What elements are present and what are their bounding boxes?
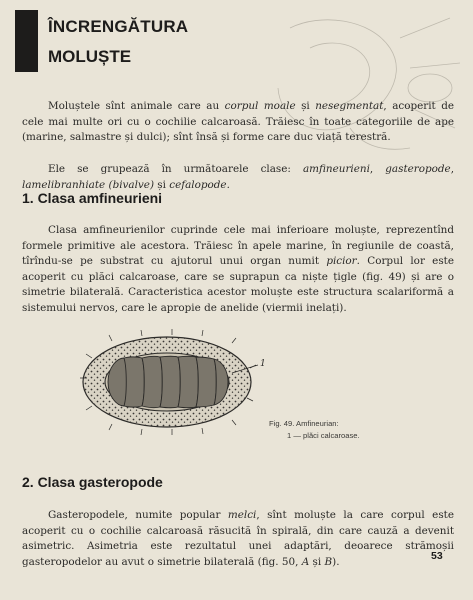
page-title: MOLUȘTE <box>48 47 132 66</box>
chapter-bar <box>15 10 38 72</box>
section2-paragraph: Gasteropodele, numite popular melci, sînt moluște la care corpul este acoperit cu o cochilie calcaroasă răsucită în spirală, din care cauză a devenit asimetric. Asimetria este rezultatul unei adaptări, deoarece strămoșii gasteropodelor au avut o simetrie bilaterală (fig. 50, A și B). <box>22 509 454 568</box>
figure-marker-label: 1 <box>260 359 266 369</box>
figure-caption <box>269 418 360 442</box>
intro-paragraph-2: Ele se grupează în următoarele clase: amfineurieni, gasteropode, lamelibranhiate (bivalve) și cefalopode. <box>22 163 455 191</box>
part-title: ÎNCRENGĂTURA <box>48 17 189 36</box>
figure-amfineurian-illustration <box>72 328 272 436</box>
section1-paragraph: Clasa amfineurienilor cuprinde cele mai inferioare moluște, reprezentînd formele primitive ale acestora. Trăiesc în apele marine, în regiunile de coastă, tîrîndu-se pe substrat cu ajutorul unui organ numit picior. Corpul lor este acoperit cu plăci calcaroase, care se suprapun ca niște țigle (fig. 49) și are o simetrie bilaterală. Caracteristica acestor moluște este structura scalariformă a sistemului nervos, care le apropie de anelide (viermii inelați). <box>22 224 454 314</box>
section-heading-gasteropode: 2. Clasa gasteropode <box>22 474 163 490</box>
figure-caption-legend: 1 — plăci calcaroase. <box>287 431 360 440</box>
intro-paragraph-1: Moluștele sînt animale care au corpul moale și nesegmentat, acoperit de cele mai multe ori cu o cochilie calcaroasă. Trăiesc în toate categoriile de ape (marine, salmastre și dulci); sînt însă și forme care duc viață terestră. <box>22 100 454 144</box>
section-heading-amfineurieni: 1. Clasa amfineurieni <box>22 190 163 206</box>
page-number: 53 <box>431 550 443 562</box>
figure-caption-title: Fig. 49. Amfineurian: <box>269 419 339 428</box>
